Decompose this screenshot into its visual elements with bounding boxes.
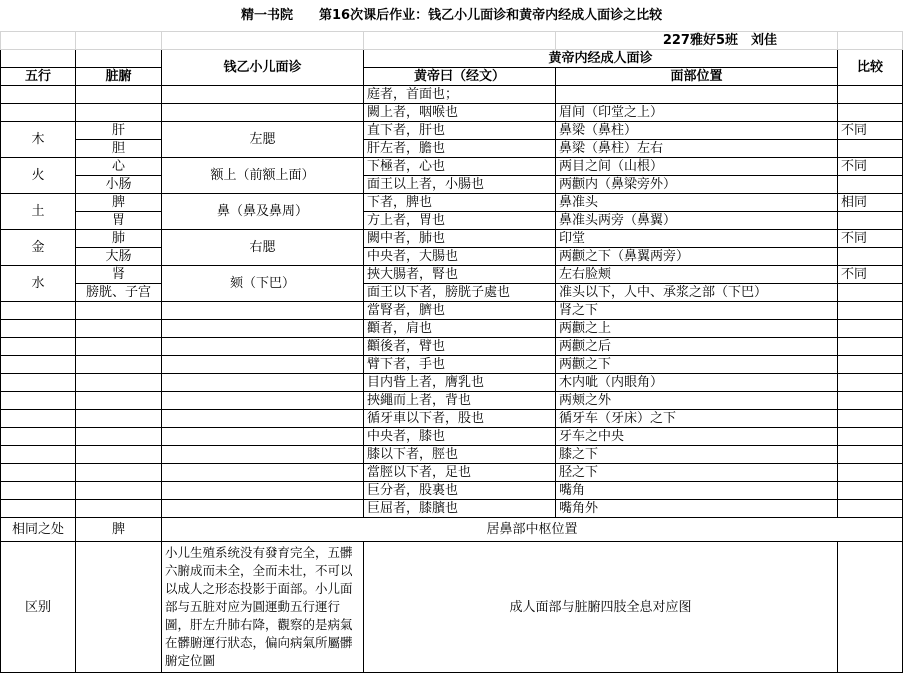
header-compare: 比较 xyxy=(838,50,903,86)
jingwen-cell: 方上者，胃也 xyxy=(364,212,556,230)
table-row xyxy=(1,194,903,212)
blank-cell[interactable] xyxy=(838,32,903,50)
same-row xyxy=(1,518,903,542)
compare-cell xyxy=(838,374,903,392)
wuxing-cell: 金 xyxy=(1,230,76,266)
position-cell: 循牙车（牙床）之下 xyxy=(556,410,838,428)
position-cell: 鼻梁（鼻柱）左右 xyxy=(556,140,838,158)
wuxing-cell xyxy=(1,464,76,482)
zangfu-cell: 胃 xyxy=(76,212,162,230)
jingwen-cell: 巨分者，股裏也 xyxy=(364,482,556,500)
qianyi-cell xyxy=(162,500,364,518)
zangfu-cell xyxy=(76,392,162,410)
blank-cell[interactable] xyxy=(364,32,556,50)
diff-zangfu xyxy=(76,542,162,673)
qianyi-cell xyxy=(162,464,364,482)
header-position: 面部位置 xyxy=(556,68,838,86)
jingwen-cell: 巨屈者，膝臏也 xyxy=(364,500,556,518)
jingwen-cell: 直下者，肝也 xyxy=(364,122,556,140)
qianyi-cell xyxy=(162,446,364,464)
header-zangfu: 脏腑 xyxy=(76,68,162,86)
position-cell: 两颧之下 xyxy=(556,356,838,374)
zangfu-cell xyxy=(76,374,162,392)
compare-cell xyxy=(838,284,903,302)
jingwen-cell: 當脛以下者，足也 xyxy=(364,464,556,482)
position-cell: 鼻准头 xyxy=(556,194,838,212)
wuxing-cell xyxy=(1,428,76,446)
jingwen-cell: 目内眥上者，膺乳也 xyxy=(364,374,556,392)
jingwen-cell: 挾大腸者，腎也 xyxy=(364,266,556,284)
table-row xyxy=(1,500,903,518)
wuxing-cell xyxy=(1,374,76,392)
zangfu-cell xyxy=(76,356,162,374)
wuxing-cell xyxy=(1,104,76,122)
table-row xyxy=(1,284,903,302)
zangfu-cell: 大肠 xyxy=(76,248,162,266)
qianyi-cell: 颏（下巴） xyxy=(162,266,364,302)
header-wuxing: 五行 xyxy=(1,68,76,86)
qianyi-cell xyxy=(162,410,364,428)
position-cell: 肾之下 xyxy=(556,302,838,320)
table-row xyxy=(1,320,903,338)
compare-cell xyxy=(838,140,903,158)
jingwen-cell: 下極者，心也 xyxy=(364,158,556,176)
jingwen-cell: 面王以上者，小腸也 xyxy=(364,176,556,194)
zangfu-cell xyxy=(76,464,162,482)
position-cell: 两颧内（鼻梁旁外） xyxy=(556,176,838,194)
position-cell: 鼻梁（鼻柱） xyxy=(556,122,838,140)
zangfu-cell xyxy=(76,428,162,446)
jingwen-cell: 膝以下者，脛也 xyxy=(364,446,556,464)
position-cell: 两颧之下（鼻翼两旁） xyxy=(556,248,838,266)
jingwen-cell: 中央者，大腸也 xyxy=(364,248,556,266)
jingwen-cell: 庭者，首面也； xyxy=(364,86,556,104)
zangfu-cell xyxy=(76,104,162,122)
zangfu-cell xyxy=(76,446,162,464)
position-cell: 左右脸颊 xyxy=(556,266,838,284)
wuxing-cell xyxy=(1,302,76,320)
position-cell: 嘴角 xyxy=(556,482,838,500)
blank-cell[interactable] xyxy=(76,32,162,50)
jingwen-cell: 挾繩而上者，背也 xyxy=(364,392,556,410)
table-row xyxy=(1,410,903,428)
qianyi-cell xyxy=(162,320,364,338)
jingwen-cell: 中央者，膝也 xyxy=(364,428,556,446)
jingwen-cell: 顴者，肩也 xyxy=(364,320,556,338)
table-row xyxy=(1,230,903,248)
qianyi-cell: 左腮 xyxy=(162,122,364,158)
qianyi-cell: 鼻（鼻及鼻周） xyxy=(162,194,364,230)
qianyi-cell xyxy=(162,302,364,320)
wuxing-cell: 土 xyxy=(1,194,76,230)
same-label: 相同之处 xyxy=(1,518,76,542)
jingwen-cell: 闕上者，咽喉也 xyxy=(364,104,556,122)
qianyi-cell xyxy=(162,338,364,356)
table-row xyxy=(1,482,903,500)
compare-cell xyxy=(838,212,903,230)
table-row xyxy=(1,428,903,446)
jingwen-cell: 闕中者，肺也 xyxy=(364,230,556,248)
compare-cell xyxy=(838,176,903,194)
qianyi-cell xyxy=(162,356,364,374)
blank-cell[interactable] xyxy=(162,32,364,50)
compare-cell xyxy=(838,410,903,428)
position-cell: 嘴角外 xyxy=(556,500,838,518)
wuxing-cell xyxy=(1,86,76,104)
position-cell: 鼻准头两旁（鼻翼） xyxy=(556,212,838,230)
zangfu-cell xyxy=(76,302,162,320)
diff-row xyxy=(1,542,903,673)
compare-cell xyxy=(838,338,903,356)
diff-huangdi: 成人面部与脏腑四肢全息对应图 xyxy=(364,542,838,673)
position-cell: 眉间（印堂之上） xyxy=(556,104,838,122)
zangfu-cell: 肝 xyxy=(76,122,162,140)
compare-cell xyxy=(838,302,903,320)
jingwen-cell: 下者，脾也 xyxy=(364,194,556,212)
position-cell: 两颧之后 xyxy=(556,338,838,356)
qianyi-cell xyxy=(162,428,364,446)
wuxing-cell xyxy=(1,356,76,374)
position-cell: 膝之下 xyxy=(556,446,838,464)
compare-cell xyxy=(838,482,903,500)
header-qianyi: 钱乙小儿面诊 xyxy=(162,50,364,86)
zangfu-cell: 胆 xyxy=(76,140,162,158)
qianyi-cell xyxy=(162,482,364,500)
compare-cell: 不同 xyxy=(838,266,903,284)
qianyi-cell xyxy=(162,104,364,122)
compare-cell: 相同 xyxy=(838,194,903,212)
table-row xyxy=(1,248,903,266)
table-row xyxy=(1,140,903,158)
diff-label: 区别 xyxy=(1,542,76,673)
jingwen-cell: 面王以下者，膀胱子處也 xyxy=(364,284,556,302)
same-zangfu: 脾 xyxy=(76,518,162,542)
jingwen-cell: 當腎者，臍也 xyxy=(364,302,556,320)
wuxing-cell xyxy=(1,320,76,338)
position-cell: 两颊之外 xyxy=(556,392,838,410)
position-cell: 两颧之上 xyxy=(556,320,838,338)
header-jingwen: 黄帝曰（经文） xyxy=(364,68,556,86)
wuxing-cell: 木 xyxy=(1,122,76,158)
compare-cell xyxy=(838,500,903,518)
qianyi-cell xyxy=(162,374,364,392)
diff-qianyi: 小儿生殖系统没有發育完全，五髒六腑成而未全，全而未壮，不可以以成人之形态投影于面部。小儿面部与五脏对应为圓運動五行運行圖，肝左升肺右降，觀察的是病氣在髒腑運行狀态，偏向病氣所屬髒腑定位圖 xyxy=(162,542,364,673)
table-row xyxy=(1,374,903,392)
table-row xyxy=(1,446,903,464)
zangfu-cell: 肾 xyxy=(76,266,162,284)
table-row xyxy=(1,392,903,410)
zangfu-cell xyxy=(76,482,162,500)
wuxing-cell xyxy=(1,410,76,428)
compare-cell xyxy=(838,464,903,482)
qianyi-cell: 额上（前额上面） xyxy=(162,158,364,194)
class-and-author: 227雅好5班 刘佳 xyxy=(556,32,838,50)
compare-cell xyxy=(838,428,903,446)
jingwen-cell: 臂下者，手也 xyxy=(364,356,556,374)
table-row xyxy=(1,212,903,230)
compare-cell: 不同 xyxy=(838,230,903,248)
wuxing-cell xyxy=(1,500,76,518)
wuxing-cell xyxy=(1,482,76,500)
table-row xyxy=(1,356,903,374)
zangfu-cell xyxy=(76,410,162,428)
zangfu-cell xyxy=(76,320,162,338)
compare-cell xyxy=(838,446,903,464)
table-row xyxy=(1,86,903,104)
wuxing-cell xyxy=(1,446,76,464)
compare-cell: 不同 xyxy=(838,158,903,176)
jingwen-cell: 顴後者，臂也 xyxy=(364,338,556,356)
table-row xyxy=(1,158,903,176)
wuxing-cell: 水 xyxy=(1,266,76,302)
zangfu-cell: 肺 xyxy=(76,230,162,248)
compare-cell xyxy=(838,104,903,122)
position-cell: 准头以下，人中、承浆之部（下巴） xyxy=(556,284,838,302)
header-blank xyxy=(76,50,162,68)
jingwen-cell: 循牙車以下者，股也 xyxy=(364,410,556,428)
header-huangdi: 黄帝内经成人面诊 xyxy=(364,50,838,68)
zangfu-cell: 心 xyxy=(76,158,162,176)
zangfu-cell xyxy=(76,338,162,356)
page-title: 精一书院 第16次课后作业：钱乙小儿面诊和黄帝内经成人面诊之比较 xyxy=(240,8,663,23)
zangfu-cell xyxy=(76,500,162,518)
qianyi-cell: 右腮 xyxy=(162,230,364,266)
position-cell: 木内呲（内眼角） xyxy=(556,374,838,392)
table-row xyxy=(1,266,903,284)
blank-cell[interactable] xyxy=(1,32,76,50)
compare-cell xyxy=(838,392,903,410)
table-row xyxy=(1,464,903,482)
table-row xyxy=(1,338,903,356)
same-content: 居鼻部中枢位置 xyxy=(162,518,903,542)
zangfu-cell xyxy=(76,86,162,104)
qianyi-cell xyxy=(162,86,364,104)
table-row xyxy=(1,122,903,140)
diff-compare xyxy=(838,542,903,673)
compare-cell xyxy=(838,356,903,374)
position-cell xyxy=(556,86,838,104)
compare-cell: 不同 xyxy=(838,122,903,140)
wuxing-cell xyxy=(1,338,76,356)
compare-cell xyxy=(838,248,903,266)
compare-cell xyxy=(838,86,903,104)
position-cell: 两目之间（山根） xyxy=(556,158,838,176)
compare-cell xyxy=(838,320,903,338)
jingwen-cell: 肝左者，膽也 xyxy=(364,140,556,158)
wuxing-cell xyxy=(1,392,76,410)
zangfu-cell: 膀胱、子宫 xyxy=(76,284,162,302)
position-cell: 印堂 xyxy=(556,230,838,248)
qianyi-cell xyxy=(162,392,364,410)
zangfu-cell: 脾 xyxy=(76,194,162,212)
zangfu-cell: 小肠 xyxy=(76,176,162,194)
position-cell: 牙车之中央 xyxy=(556,428,838,446)
wuxing-cell: 火 xyxy=(1,158,76,194)
table-row xyxy=(1,176,903,194)
header-blank xyxy=(1,50,76,68)
table-row xyxy=(1,104,903,122)
table-row xyxy=(1,302,903,320)
position-cell: 胫之下 xyxy=(556,464,838,482)
